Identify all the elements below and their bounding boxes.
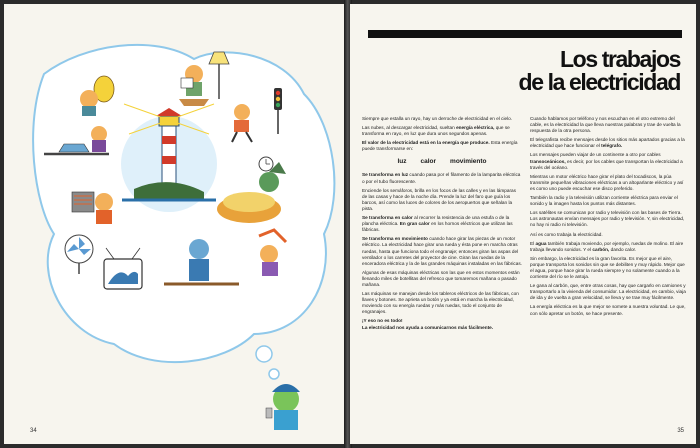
energy-light: luz <box>397 158 407 166</box>
paragraph: Los satélites se comunican por radio y televisión con las bases de Tierra. Los astronautas envían mensajes por radio y televisión. Y, sin electricidad, no hay ni radio ni televisión. <box>530 210 685 228</box>
boy-character-icon <box>266 384 300 430</box>
text-column-left <box>362 116 522 334</box>
page-title <box>519 48 680 94</box>
paragraph: El agua también trabaja moviendo, por ejemplo, ruedas de molino. El aire trabaja llevando sonidos. Y el carbón, dando calor. <box>530 240 684 252</box>
paragraph: Así es como trabaja la electricidad. <box>530 231 603 237</box>
page-number: 35 <box>677 428 684 434</box>
left-page <box>4 4 346 444</box>
page-title-line-1: Los trabajos <box>560 46 680 72</box>
paragraph: ¡Y eso no es todo! <box>362 318 403 324</box>
paragraph: Le gana al carbón, que, entre otras cosas, hay que cargarlo en camiones y transportarlo a la vivienda del consumidor. La electricidad, en cambio, viaja de ida y de vuelta a gran velocidad, se lleva y se trae muy fácilmente. <box>530 283 686 301</box>
right-page <box>350 4 696 444</box>
paragraph: Las máquinas se manejan desde los tableros eléctricos de las fábricas, con llaves y botones. Se aprieta un botón y ya está en marcha la electricidad, moviendo con su energía ruedas y más ruedas, todo el conjunto de engranajes. <box>362 291 519 315</box>
paragraph: La electricidad nos ayuda a comunicarnos más fácilmente. <box>362 324 494 330</box>
paragraph: También la radio y la televisión utilizan corriente eléctrica para enviar el sonido y la imagen hasta los puntos más distantes. <box>530 195 678 207</box>
paragraph: Siempre que estalla un rayo, hay un derroche de electricidad en el cielo. <box>362 116 513 121</box>
paragraph: La energía eléctrica es la que mejor se somete a nuestra voluntad. Le que, con sólo apretar un botón, se hace presente. <box>530 304 686 316</box>
page-number: 34 <box>30 428 37 434</box>
paragraph: Se transforma en luz cuando pasa por el filamento de la lamparita eléctrica o por el tubo fluorescente. <box>362 172 521 184</box>
paragraph: El telegrafista recibe mensajes desde los sitios más apartados gracias a la electricidad que hace funcionar el telégrafo. <box>530 137 685 149</box>
paragraph: Enciende los semáforos, brilla en los focos de las calles y en las lámparas de las casas y hace de la noche día. Prende la luz del faro que guía los barcos, así como las luces de colores de los aeropuertos que señalan la pista. <box>362 187 516 211</box>
clock-icon <box>259 157 273 171</box>
paragraph: Se transforma en movimiento cuando hace girar las piezas de un motor eléctrico. La electricidad hace girar una rueda y ésta pone en marcha otras ruedas, hasta que funciona todo el engranaje; entonces giran las aspas del ventilador o los carretes del proyector de cine. Giran las ruedas de la enceradora eléctrica y la de las grandes máquinas instaladas en las fábricas. <box>362 236 522 266</box>
paragraph: Algunas de esas máquinas eléctricas son las que en estos momentos están llenando miles de botellitas del refresco que tomaremos mañana o pasado mañana. <box>362 269 520 287</box>
title-bar <box>368 30 682 38</box>
energy-motion: movimiento <box>450 158 487 166</box>
paragraph: Sin embargo, la electricidad es la gran favorita. Es mejor que el aire, porque transporta los sonidos sin que se debiliten y muy rápido. Mejor que el agua, porque hace girar la rueda siempre y no solamente cuando a la corriente del río se le antoja. <box>530 255 685 280</box>
energy-heat: calor <box>420 158 437 166</box>
paragraph: Se transforma en calor al recorrer la resistencia de una estufa o de la plancha eléctrica. En gran calor en los hornos eléctricos que utilizan las fábricas. <box>362 215 513 233</box>
paragraph: Los mensajes pueden viajar de un continente a otro por cables transoceánicos, es decir, por los cables que transportan la electricidad a través del océano. <box>530 152 683 170</box>
paragraph: Mientras un motor eléctrico hace girar el plato del tocadiscos, la púa transmite pequeñas vibraciones eléctricas a un altoparlante eléctrico y así es como uno puede escuchar ese disco preferido. <box>530 173 684 191</box>
illustration <box>4 4 346 444</box>
small-bubble-2 <box>269 369 279 379</box>
small-bubble-1 <box>256 346 272 362</box>
paragraph: Cuando hablamos por teléfono y nos escuchan en el otro extremo del cable, es la electricidad la que lleva nuestras palabras y trae de vuelta la respuesta de la otra persona. <box>530 116 681 134</box>
paragraph: Las nubes, al descargar electricidad, sueltan energía eléctrica, que se transforma en rayo, en luz que dura unos segundos apenas. <box>362 125 510 137</box>
energy-types <box>362 158 522 166</box>
text-column-right <box>530 116 686 320</box>
paragraph: El valor de la electricidad está en la energía que produce. Esta energía puede transformarse en: <box>362 140 518 152</box>
page-title-line-2: de la electricidad <box>518 69 680 95</box>
